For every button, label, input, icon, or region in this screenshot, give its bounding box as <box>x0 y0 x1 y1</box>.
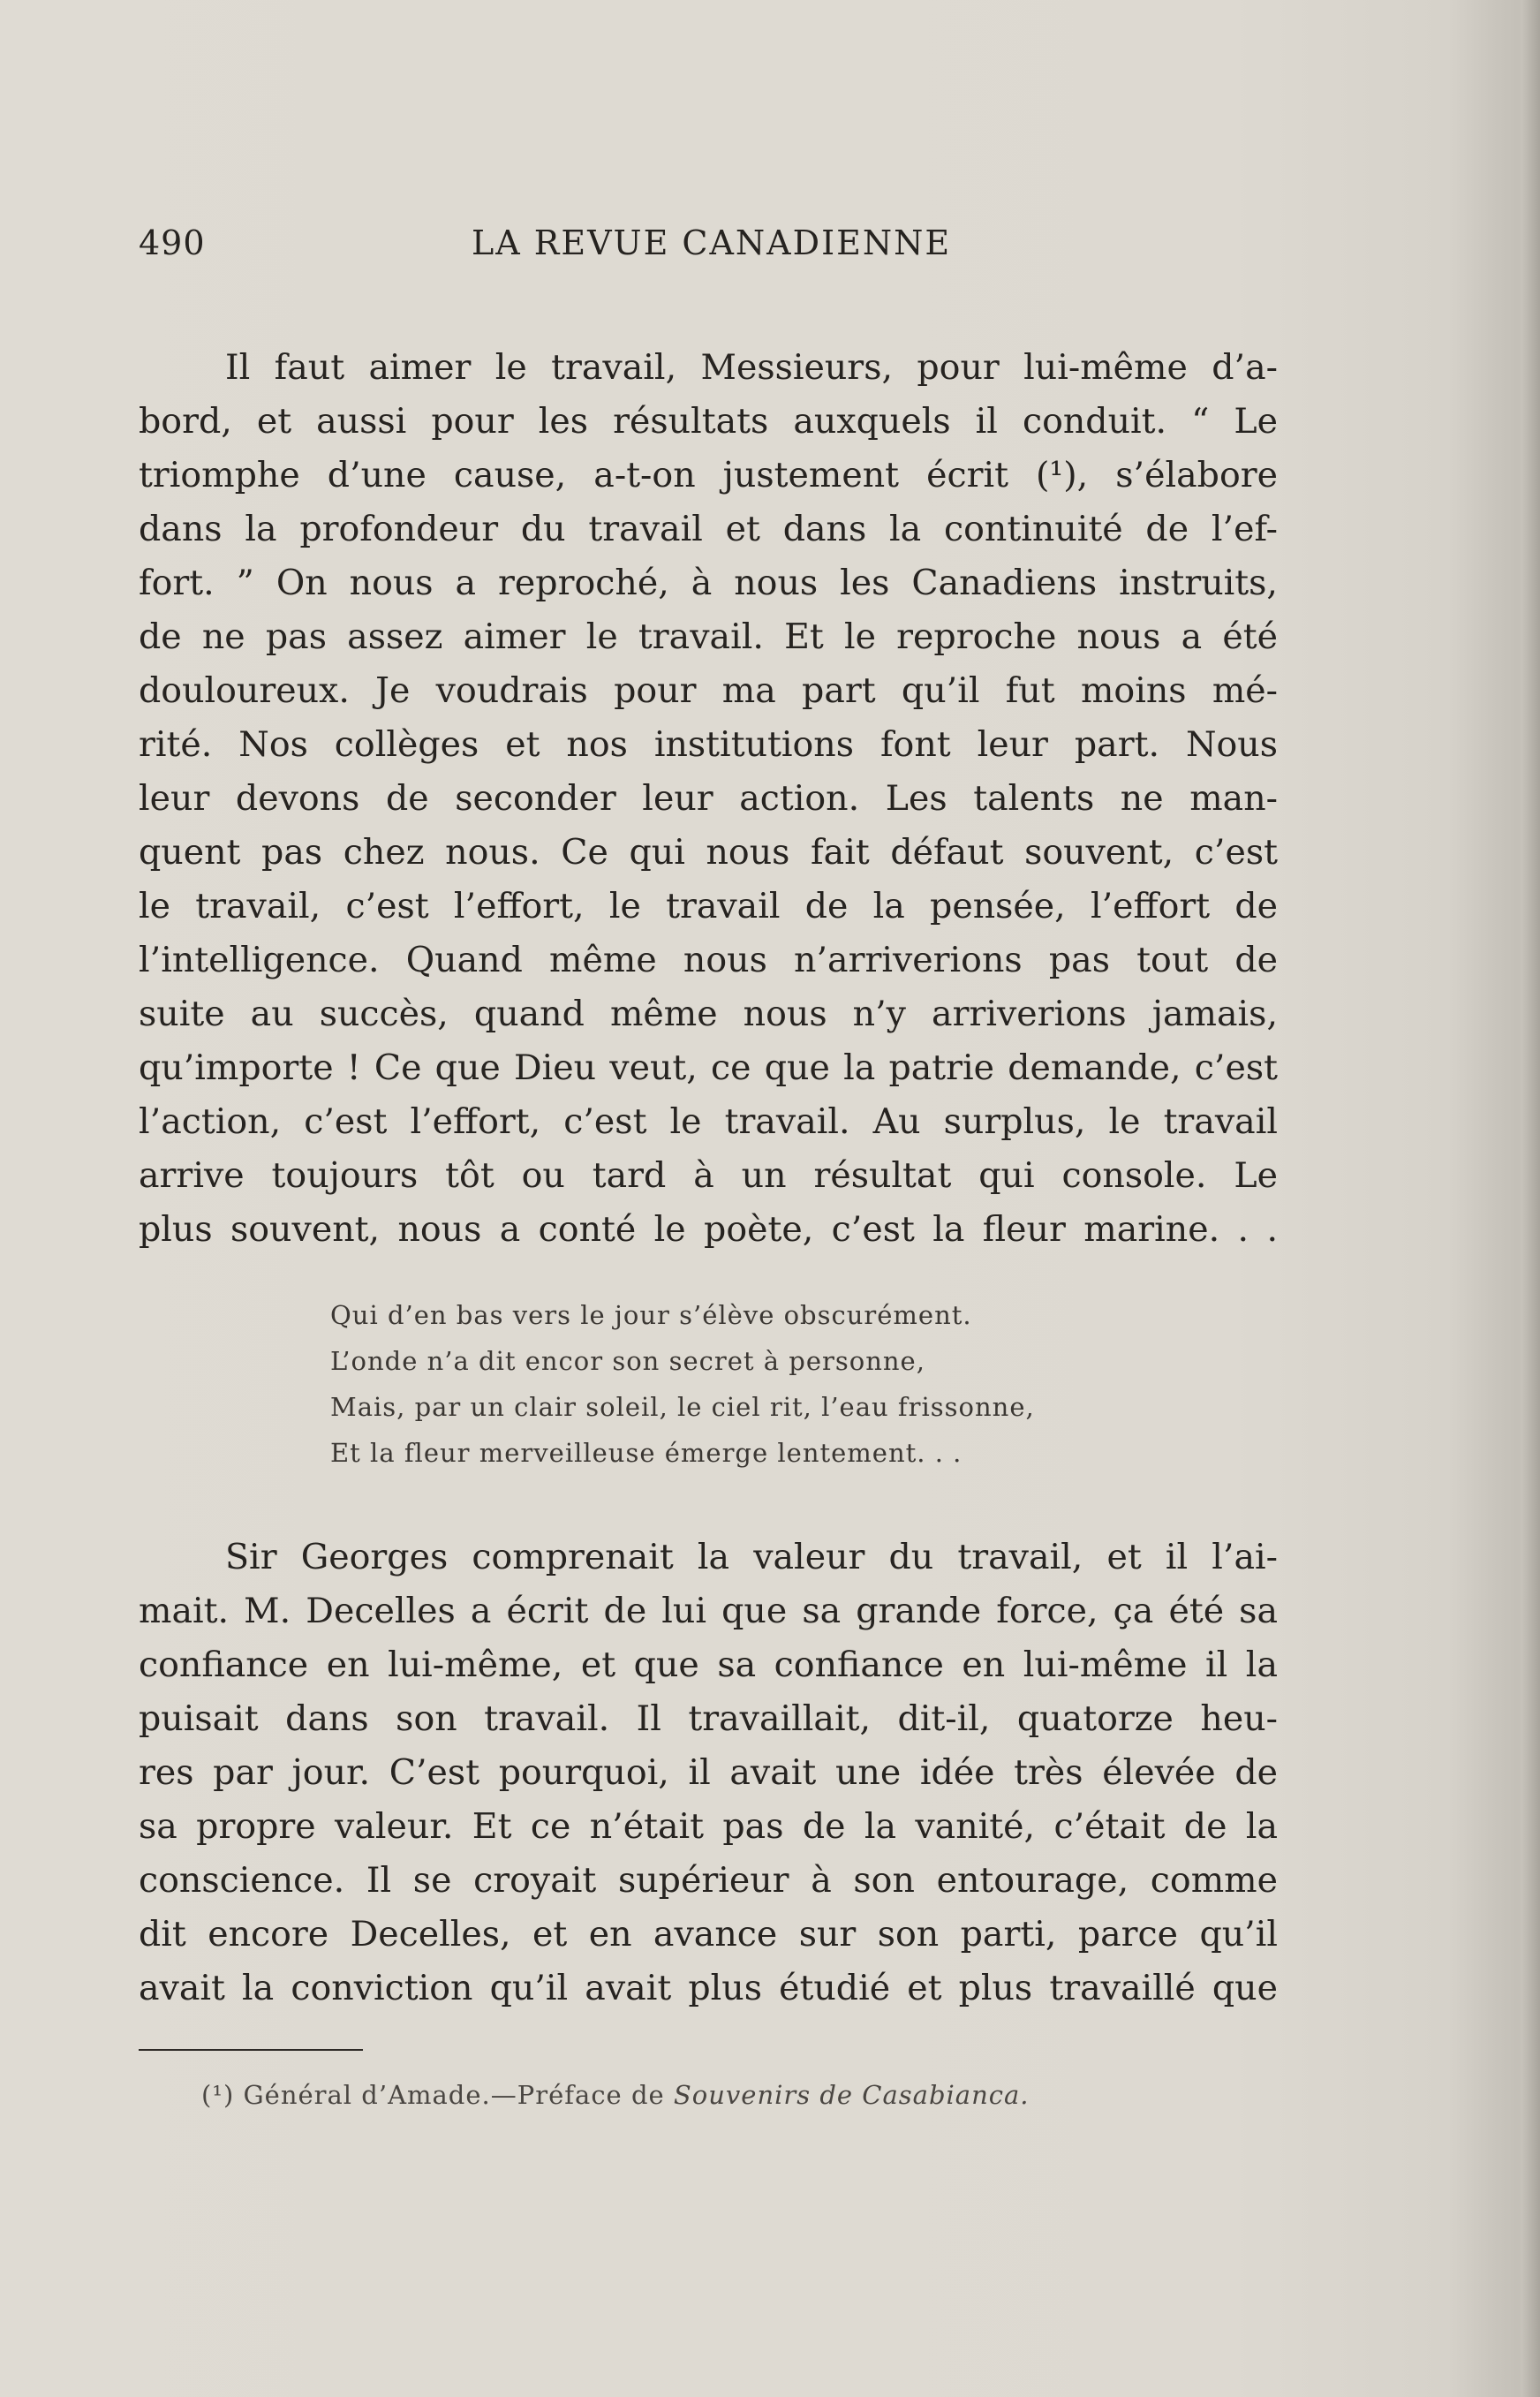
verse-line: L’onde n’a dit encor son secret à personne, <box>330 1346 925 1376</box>
text-line: res par jour. C’est pourquoi, il avait une idée très élevée de <box>139 1752 1278 1793</box>
text-line: Il faut aimer le travail, Messieurs, pour lui-même d’a- <box>225 347 1278 388</box>
text-line: dit encore Decelles, et en avance sur son parti, parce qu’il <box>139 1914 1278 1955</box>
text-line: qu’importe ! Ce que Dieu veut, ce que la patrie demande, c’est <box>139 1047 1278 1088</box>
text-line: quent pas chez nous. Ce qui nous fait défaut souvent, c’est <box>139 832 1278 873</box>
verse-line: Et la fleur merveilleuse émerge lentement. . . <box>330 1438 962 1468</box>
text-line: avait la conviction qu’il avait plus étudié et plus travaillé que <box>139 1968 1278 2008</box>
text-line: de ne pas assez aimer le travail. Et le reproche nous a été <box>139 616 1278 657</box>
text-line: fort. ” On nous a reproché, à nous les Canadiens instruits, <box>139 563 1278 603</box>
text-line: arrive toujours tôt ou tard à un résultat qui console. Le <box>139 1155 1278 1196</box>
paragraph-1 <box>139 341 1278 1257</box>
text-line: mait. M. Decelles a écrit de lui que sa grande force, ça été sa <box>139 1591 1278 1631</box>
text-line: leur devons de seconder leur action. Les talents ne man- <box>139 778 1278 819</box>
text-line: Sir Georges comprenait la valeur du travail, et il l’ai- <box>225 1537 1278 1577</box>
text-line: bord, et aussi pour les résultats auxquels il conduit. “ Le <box>139 401 1278 442</box>
footnote-book-title: Souvenirs de Casabianca. <box>673 2080 1030 2110</box>
text-line: triomphe d’une cause, a-t-on justement écrit (¹), s’élabore <box>139 455 1278 495</box>
footnote-separator-rule <box>139 2049 363 2051</box>
text-line: rité. Nos collèges et nos institutions font leur part. Nous <box>139 724 1278 765</box>
footnote <box>201 2080 1261 2110</box>
text-line: l’action, c’est l’effort, c’est le travail. Au surplus, le travail <box>139 1101 1278 1142</box>
text-line: suite au succès, quand même nous n’y arriverions jamais, <box>139 994 1278 1034</box>
text-line: sa propre valeur. Et ce n’était pas de la vanité, c’était de la <box>139 1806 1278 1847</box>
paragraph-2 <box>139 1531 1278 2015</box>
text-line: douloureux. Je voudrais pour ma part qu’il fut moins mé- <box>139 670 1278 711</box>
text-line: puisait dans son travail. Il travaillait, dit-il, quatorze heu- <box>139 1698 1278 1739</box>
footnote-marker: (¹) <box>201 2080 235 2110</box>
footnote-text: Général d’Amade.—Préface de <box>243 2080 665 2110</box>
page-number: 490 <box>139 223 206 262</box>
text-line: dans la profondeur du travail et dans la continuité de l’ef- <box>139 509 1278 549</box>
text-line: confiance en lui-même, et que sa confiance en lui-même il la <box>139 1645 1278 1685</box>
page-edge-shadow <box>1521 0 1540 2397</box>
running-title: LA REVUE CANADIENNE <box>472 223 952 262</box>
verse-quotation <box>330 1292 1125 1476</box>
text-line: le travail, c’est l’effort, le travail de la pensée, l’effort de <box>139 886 1278 926</box>
text-line: l’intelligence. Quand même nous n’arriverions pas tout de <box>139 940 1278 980</box>
text-line: conscience. Il se croyait supérieur à son entourage, comme <box>139 1860 1278 1901</box>
verse-line: Qui d’en bas vers le jour s’élève obscurément. <box>330 1300 972 1330</box>
text-line: plus souvent, nous a conté le poète, c’est la fleur marine. . . <box>139 1209 1278 1250</box>
verse-line: Mais, par un clair soleil, le ciel rit, l’eau frissonne, <box>330 1392 1035 1422</box>
